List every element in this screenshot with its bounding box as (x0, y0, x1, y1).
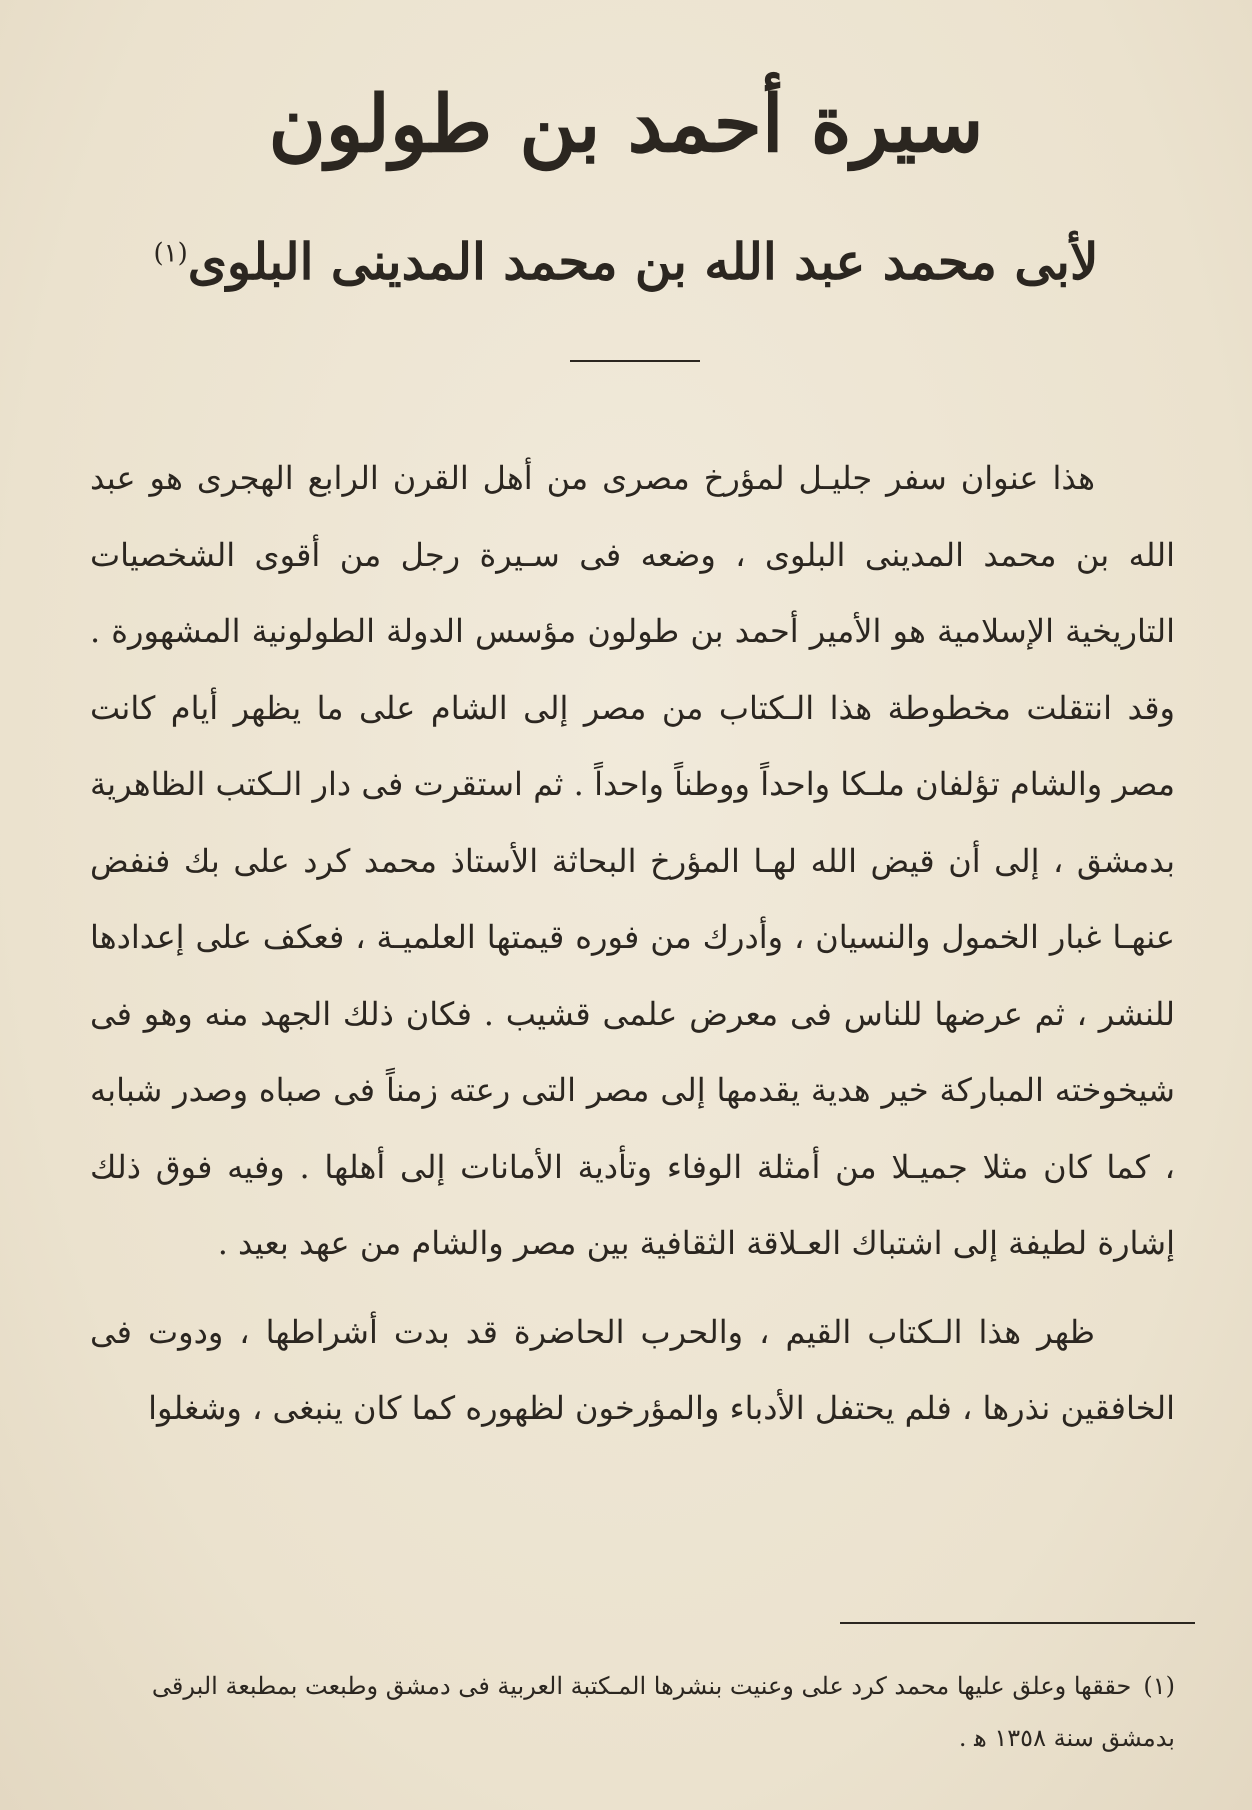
footnote-divider (840, 1622, 1195, 1624)
footnote (90, 1660, 1175, 1764)
title-divider (570, 360, 700, 362)
footnote-text: حققها وعلق عليها محمد كرد على وعنيت بنشرها المـكتبة العربية فى دمشق وطبعت بمطبعة البرقى بدمشق سنة ١٣٥٨ ﻫ . (151, 1672, 1175, 1752)
page-title: سيرة أحمد بن طولون (268, 79, 984, 170)
author-line (0, 232, 1252, 292)
paragraph: هذا عنوان سفر جليـل لمؤرخ مصرى من أهل القرن الرابع الهجرى هو عبد الله بن محمد المدينى البلوى ، وضعه فى سـيرة رجل من أقوى الشخصيات التاريخية الإسلامية هو الأمير أحمد بن طولون مؤسس الدولة الطولونية المشهورة . وقد انتقلت مخطوطة هذا الـكتاب من مصر إلى الشام على ما يظهر أيام كانت مصر والشام تؤلفان ملـكا واحداً ووطناً واحداً . ثم استقرت فى دار الـكتب الظاهرية بدمشق ، إلى أن قيض الله لهـا المؤرخ البحاثة الأستاذ محمد كرد على بك فنفض عنهـا غبار الخمول والنسيان ، وأدرك من فوره قيمتها العلميـة ، فعكف على إعدادها للنشر ، ثم عرضها للناس فى معرض علمى قشيب . فكان ذلك الجهد منه وهو فى شيخوخته المباركة خير هدية يقدمها إلى مصر التى رعته زمناً فى صباه وصدر شبابه ، كما كان مثلا جميـلا من أمثلة الوفاء وتأدية الأمانات إلى أهلها . وفيه فوق ذلك إشارة لطيفة إلى اشتباك العـلاقة الثقافية بين مصر والشام من عهد بعيد . (90, 459, 1176, 1262)
paragraph: ظهر هذا الـكتاب القيم ، والحرب الحاضرة قد بدت أشراطها ، ودوت فى الخافقين نذرها ، فلم يحتفل الأدباء والمؤرخون لظهوره كما كان ينبغى ، وشغلوا (90, 1312, 1175, 1427)
author-name: لأبى محمد عبد الله بن محمد المدينى البلوى (187, 232, 1099, 291)
footnote-reference: (١) (153, 238, 188, 269)
footnote-mark: (١) (1143, 1672, 1175, 1700)
main-text (90, 440, 1175, 1447)
